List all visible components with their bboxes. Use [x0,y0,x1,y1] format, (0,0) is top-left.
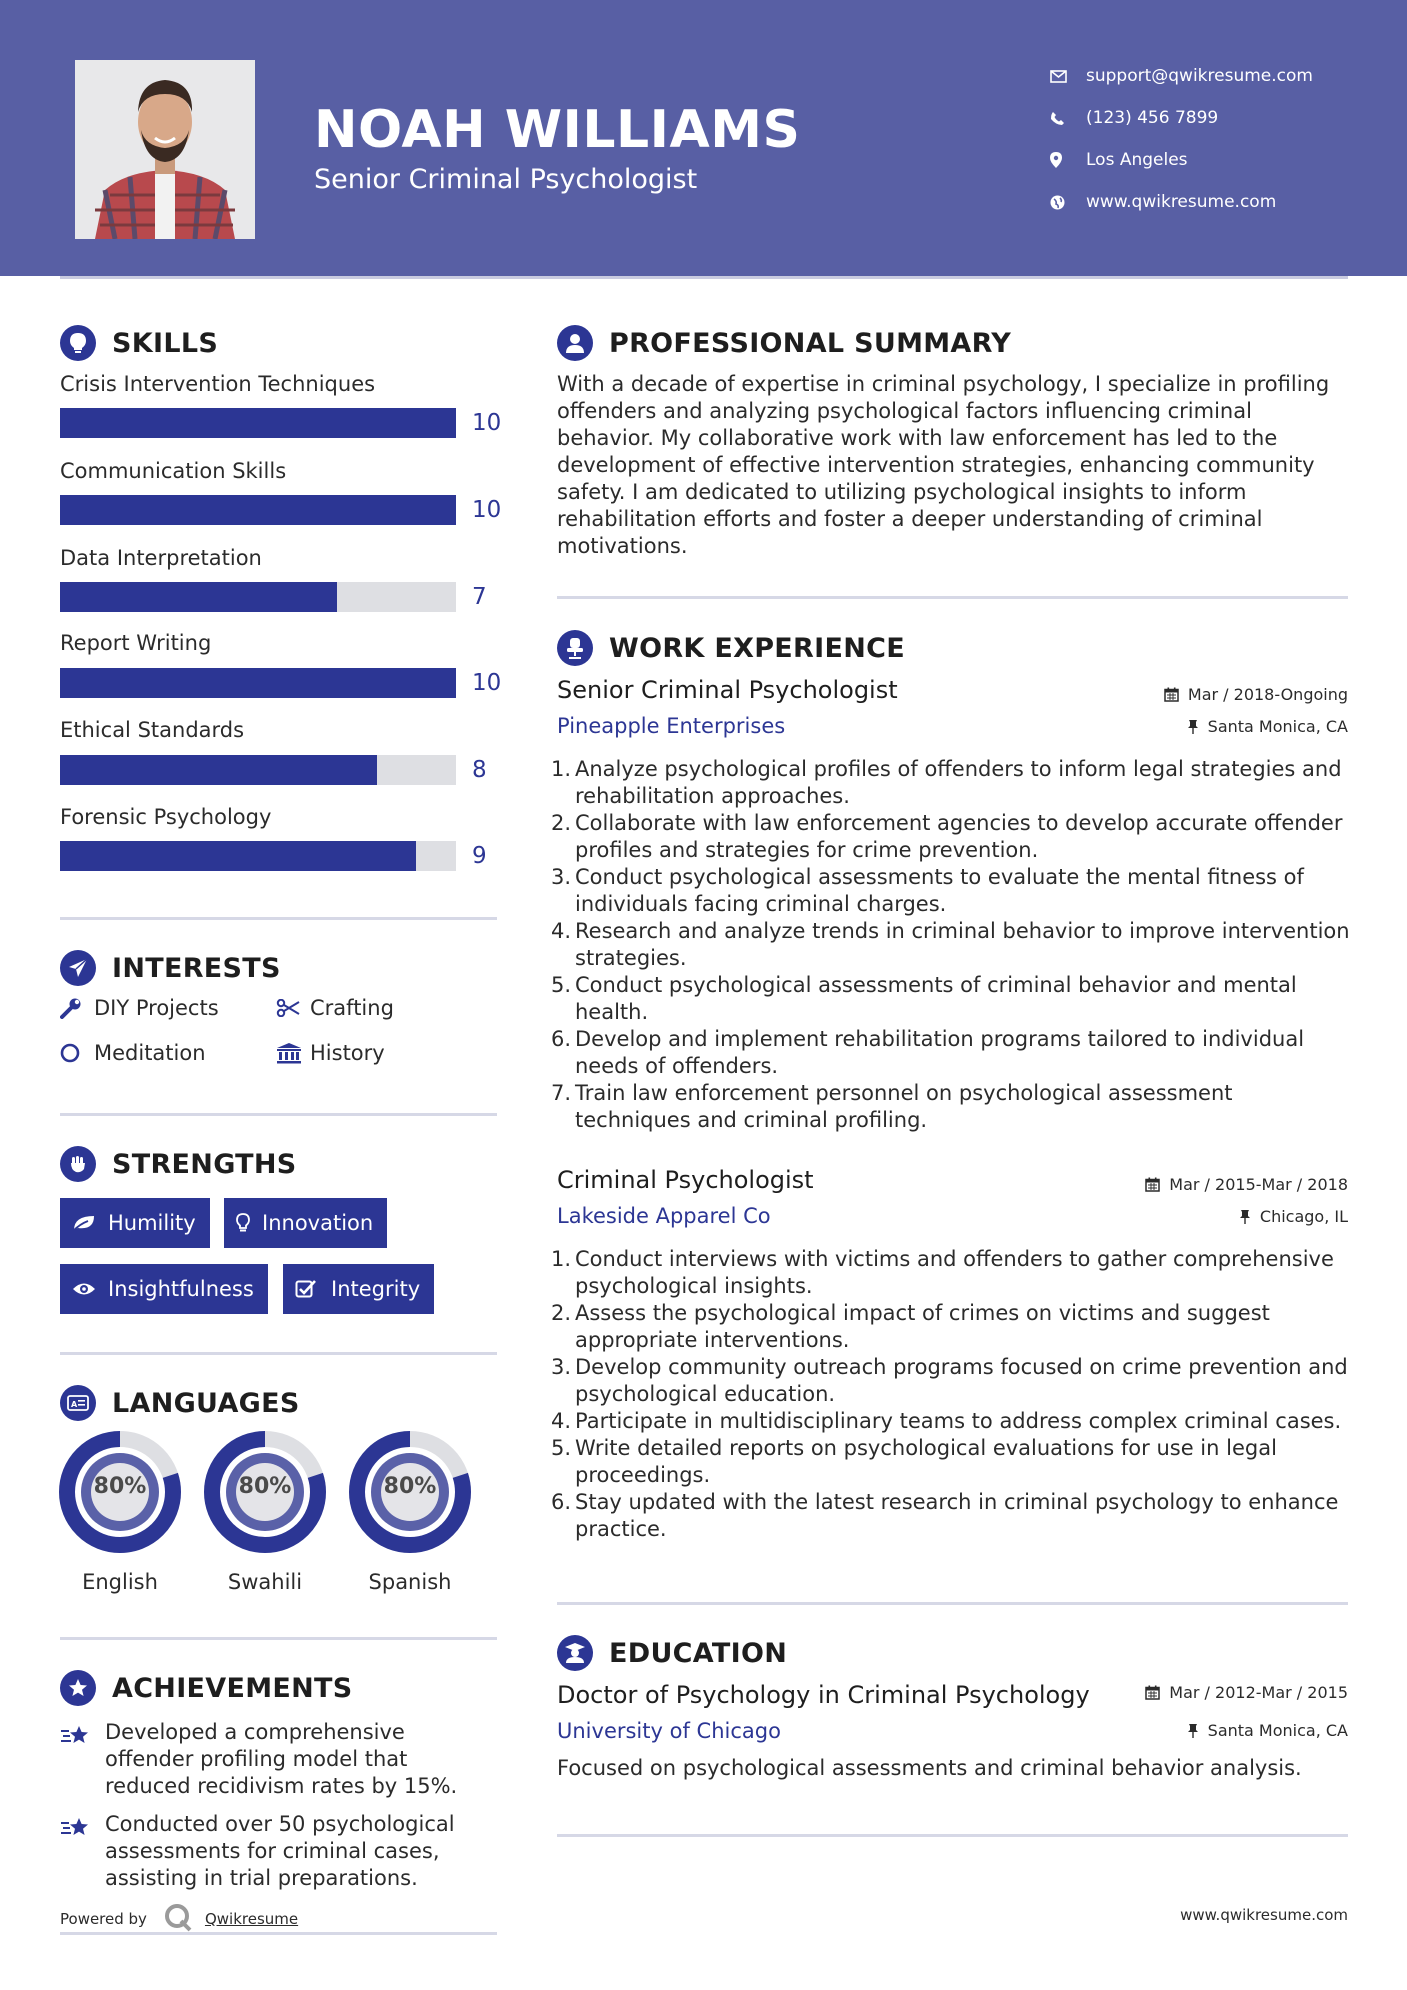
duty-text: Participate in multidisciplinary teams to address complex criminal cases. [575,1409,1342,1433]
skill-bar [60,755,456,785]
checkbox-icon [295,1279,331,1299]
duty-item: 3. Develop community outreach programs focused on crime prevention and psychological education. [550,1354,1350,1408]
duty-item: 6. Develop and implement rehabilitation programs tailored to individual needs of offenders. [550,1026,1350,1080]
duty-item: 4. Research and analyze trends in criminal behavior to improve intervention strategies. [550,919,1350,970]
candidate-name: NOAH WILLIAMS [314,100,801,160]
language-name: English [82,1570,158,1594]
skill-bar-fill [60,755,377,785]
skill-bar-fill [60,582,337,612]
summary-title: PROFESSIONAL SUMMARY [609,327,1012,359]
strength-label: Humility [108,1211,196,1235]
skills-heading [60,323,218,363]
job-dates-text: Mar / 2015-Mar / 2018 [1169,1175,1348,1194]
strength-label: Innovation [262,1211,374,1235]
skill-name: Ethical Standards [60,718,245,742]
contact-location [1050,139,1313,181]
degree-title: Doctor of Psychology in Criminal Psychology [557,1681,1090,1709]
contact-list [1050,55,1313,223]
strength-tag [60,1264,268,1314]
achievement-text: Conducted over 50 psychological assessments for criminal cases, assisting in trial preparations. [105,1812,455,1890]
education-dates-text: Mar / 2012-Mar / 2015 [1169,1683,1348,1702]
section-divider [60,917,497,920]
skill-name: Forensic Psychology [60,805,272,829]
phone-text[interactable]: (123) 456 7899 [1086,108,1219,128]
interest-item [276,1041,385,1065]
fist-icon [60,1146,96,1182]
duty-text: Conduct psychological assessments to evaluate the mental fitness of individuals facing criminal charges. [575,865,1304,916]
experience-title: WORK EXPERIENCE [609,632,905,664]
skill-bar [60,582,456,612]
powered-by-label: Powered by [60,1910,147,1928]
skill-value: 7 [472,584,487,610]
contact-phone[interactable] [1050,97,1313,139]
eye-icon [72,1281,108,1297]
footer-website[interactable]: www.qwikresume.com [1180,1906,1348,1924]
skill-value: 8 [472,757,487,783]
achievements-heading [60,1668,353,1708]
interests-title: INTERESTS [112,952,281,984]
envelope-icon [1050,70,1086,83]
language-icon [60,1385,96,1421]
duty-item: 7. Train law enforcement personnel on psychological assessment techniques and criminal profiling. [550,1080,1350,1134]
museum-icon [276,1042,310,1064]
skill-bar-fill [60,495,456,525]
strength-label: Insightfulness [108,1277,254,1301]
education-location-text: Santa Monica, CA [1207,1721,1348,1740]
education-description: Focused on psychological assessments and criminal behavior analysis. [557,1756,1302,1780]
job-duties [550,756,1350,1134]
duty-item: 6. Stay updated with the latest research in criminal psychology to enhance practice. [550,1489,1350,1543]
achievement-text: Developed a comprehensive offender profiling model that reduced recidivism rates by 15%. [105,1720,458,1798]
job-location [1239,1207,1348,1226]
section-divider [557,596,1348,599]
section-divider [60,1637,497,1640]
summary-heading [557,323,1011,363]
interests-heading [60,948,281,988]
strength-tag [60,1198,210,1248]
duty-item: 1. Conduct interviews with victims and offenders to gather comprehensive psychological insights. [550,1246,1350,1300]
scissors-icon [276,999,310,1017]
skill-bar [60,408,456,438]
pushpin-icon [1187,1723,1199,1738]
contact-website[interactable] [1050,181,1313,223]
education-dates [1145,1683,1348,1702]
duty-item: 4. Participate in multidisciplinary teams to address complex criminal cases. [550,1409,1342,1433]
skill-bar-fill [60,408,456,438]
profile-photo [75,60,255,239]
contact-email[interactable] [1050,55,1313,97]
strengths-heading [60,1144,297,1184]
phone-icon [1050,111,1086,126]
interest-label: DIY Projects [94,996,219,1020]
duty-text: Develop community outreach programs focused on crime prevention and psychological education. [575,1355,1348,1406]
languages-title: LANGUAGES [112,1387,300,1419]
skill-name: Data Interpretation [60,546,262,570]
skill-value: 10 [472,497,502,523]
lightbulb-icon [236,1213,262,1233]
section-divider [557,1602,1348,1605]
job-dates [1164,685,1348,704]
interest-label: History [310,1041,385,1065]
section-divider [557,1834,1348,1837]
duty-item: 3. Conduct psychological assessments to evaluate the mental fitness of individuals facing criminal charges. [550,864,1350,918]
language-name: Swahili [227,1570,303,1594]
section-divider [60,1352,497,1355]
duty-item: 5. Write detailed reports on psychological evaluations for use in legal proceedings. [550,1435,1350,1489]
strength-label: Integrity [331,1277,421,1301]
qwikresume-logo-icon [163,1902,193,1936]
website-text[interactable]: www.qwikresume.com [1086,192,1277,212]
interest-item [60,996,219,1020]
paper-plane-icon [60,950,96,986]
shooting-star-icon [60,1719,105,1800]
duty-text: Write detailed reports on psychological evaluations for use in legal proceedings. [575,1436,1277,1487]
skill-value: 10 [472,670,502,696]
achievement-item [60,1719,480,1800]
duty-text: Train law enforcement personnel on psychological assessment techniques and criminal profiling. [575,1081,1233,1132]
interest-item [276,996,394,1020]
svg-text:A: A [71,1400,78,1409]
graduate-icon [557,1635,593,1671]
shooting-star-icon [60,1811,105,1892]
duty-text: Assess the psychological impact of crimes on victims and suggest appropriate interventions. [575,1301,1270,1352]
lightbulb-icon [60,325,96,361]
resume-header [0,0,1407,276]
job-title: Senior Criminal Psychologist [557,676,898,704]
language-percent: 80% [93,1474,147,1499]
duty-item: 1. Analyze psychological profiles of offenders to inform legal strategies and rehabilitation approaches. [550,756,1350,810]
interest-label: Crafting [310,996,394,1020]
job-location [1187,717,1348,736]
duty-text: Conduct interviews with victims and offenders to gather comprehensive psychological insights. [575,1247,1334,1298]
user-icon [557,325,593,361]
skill-value: 9 [472,843,487,869]
language-name: Spanish [368,1570,452,1594]
interest-label: Meditation [94,1041,206,1065]
map-pin-icon [1050,152,1086,168]
calendar-icon [1164,687,1179,702]
duty-text: Conduct psychological assessments of criminal behavior and mental health. [575,973,1297,1024]
summary-text: With a decade of expertise in criminal psychology, I specialize in profiling offenders and analyzing psychological factors influencing criminal behavior. My collaborative work with law enforcement has led to the development of effective intervention strategies, enhancing community safety. I am dedicated to utilizing psychological insights to inform rehabilitation efforts and foster a deeper understanding of criminal motivations. [557,372,1330,558]
wrench-icon [60,997,94,1019]
education-location [1187,1721,1348,1740]
duty-item: 5. Conduct psychological assessments of criminal behavior and mental health. [550,972,1350,1026]
job-duties [550,1246,1350,1543]
qwikresume-link[interactable]: Qwikresume [204,1910,299,1928]
interest-item [60,1041,206,1065]
achievement-item [60,1811,480,1892]
job-location-text: Chicago, IL [1259,1207,1348,1226]
skill-name: Report Writing [60,631,212,655]
skill-name: Crisis Intervention Techniques [60,372,376,396]
calendar-icon [1145,1177,1160,1192]
powered-by [60,1902,298,1936]
office-chair-icon [557,630,593,666]
company-name: Lakeside Apparel Co [557,1204,771,1228]
strengths-title: STRENGTHS [112,1148,297,1180]
star-badge-icon [60,1670,96,1706]
school-name: University of Chicago [557,1719,781,1743]
skill-bar [60,841,456,871]
calendar-icon [1145,1685,1160,1700]
job-dates [1145,1175,1348,1194]
globe-icon [1050,195,1086,210]
job-dates-text: Mar / 2018-Ongoing [1187,685,1348,704]
education-title: EDUCATION [609,1637,788,1669]
skill-bar-fill [60,668,456,698]
duty-text: Research and analyze trends in criminal behavior to improve intervention strategies. [575,919,1350,970]
leaf-icon [72,1214,108,1232]
experience-heading [557,628,905,668]
duty-text: Stay updated with the latest research in criminal psychology to enhance practice. [575,1490,1339,1541]
duty-text: Collaborate with law enforcement agencies to develop accurate offender profiles and strategies for crime prevention. [575,811,1343,862]
section-divider [60,1113,497,1116]
pushpin-icon [1239,1209,1251,1224]
location-text: Los Angeles [1086,150,1188,170]
job-title: Criminal Psychologist [557,1166,814,1194]
achievements-title: ACHIEVEMENTS [112,1672,353,1704]
languages-heading [60,1383,300,1423]
circle-icon [60,1042,94,1064]
skill-value: 10 [472,410,502,436]
pushpin-icon [1187,719,1199,734]
education-heading [557,1633,787,1673]
skills-title: SKILLS [112,327,219,359]
strength-tag [283,1264,434,1314]
language-percent: 80% [238,1474,292,1499]
duty-text: Analyze psychological profiles of offenders to inform legal strategies and rehabilitation approaches. [575,757,1342,808]
header-divider [60,276,1348,279]
skill-bar-fill [60,841,416,871]
duty-item: 2. Assess the psychological impact of crimes on victims and suggest appropriate interventions. [550,1300,1350,1354]
skill-bar [60,495,456,525]
company-name: Pineapple Enterprises [557,714,786,738]
email-text[interactable]: support@qwikresume.com [1086,66,1313,86]
language-percent: 80% [383,1474,437,1499]
job-location-text: Santa Monica, CA [1207,717,1348,736]
candidate-title: Senior Criminal Psychologist [314,164,698,195]
duty-text: Develop and implement rehabilitation programs tailored to individual needs of offenders. [575,1027,1305,1078]
skill-name: Communication Skills [60,459,287,483]
duty-item: 2. Collaborate with law enforcement agencies to develop accurate offender profiles and strategies for crime prevention. [550,810,1350,864]
strength-tag [224,1198,387,1248]
skill-bar [60,668,456,698]
